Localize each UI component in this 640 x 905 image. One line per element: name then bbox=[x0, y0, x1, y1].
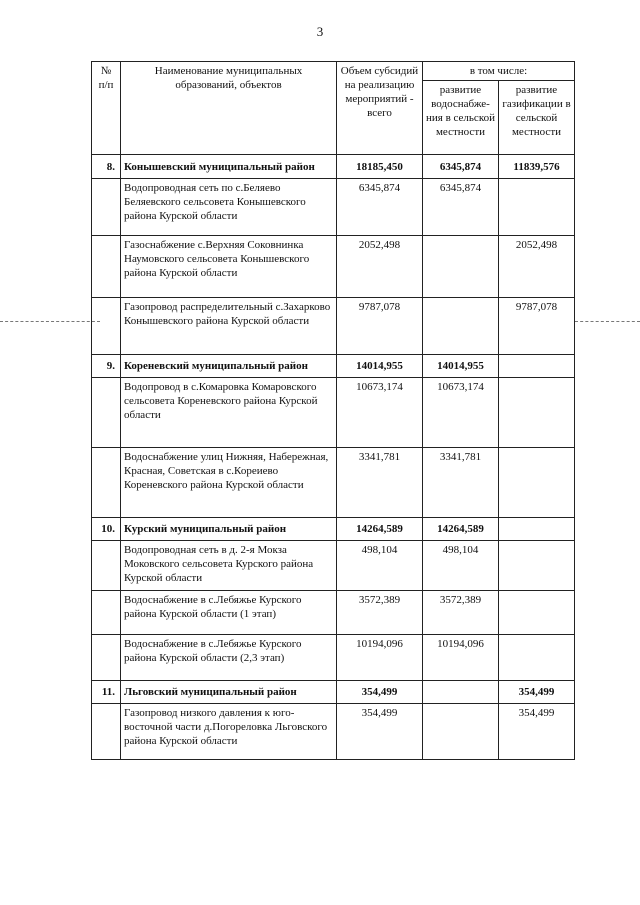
row-gas bbox=[499, 591, 575, 635]
cut-line-left bbox=[0, 321, 100, 322]
district-row bbox=[92, 355, 575, 378]
row-num bbox=[92, 541, 121, 591]
header-name: Наименование муниципальных образований, объектов bbox=[121, 62, 337, 155]
object-row bbox=[92, 704, 575, 760]
row-total: 14014,955 bbox=[337, 355, 423, 378]
header-including: в том числе: bbox=[423, 62, 575, 81]
row-num: 10. bbox=[92, 518, 121, 541]
row-num bbox=[92, 298, 121, 355]
row-name: Льговский муниципальный район bbox=[121, 681, 337, 704]
object-row bbox=[92, 378, 575, 448]
row-name: Водопроводная сеть по с.Беляево Беляевского сельсовета Конышевского района Курской области bbox=[121, 179, 337, 236]
page-number: 3 bbox=[316, 24, 324, 39]
row-gas: 354,499 bbox=[499, 704, 575, 760]
row-water: 10194,096 bbox=[423, 635, 499, 681]
header-water: развитие водоснабже-ния в сельской местности bbox=[423, 81, 499, 155]
row-total: 3572,389 bbox=[337, 591, 423, 635]
row-total: 14264,589 bbox=[337, 518, 423, 541]
row-gas: 11839,576 bbox=[499, 155, 575, 179]
row-name: Водопроводная сеть в д. 2-я Мокза Моковского сельсовета Курского района Курской области bbox=[121, 541, 337, 591]
object-row bbox=[92, 635, 575, 681]
row-water: 6345,874 bbox=[423, 155, 499, 179]
row-total: 2052,498 bbox=[337, 236, 423, 298]
row-name: Водоснабжение улиц Нижняя, Набережная, Красная, Советская в с.Кореиево Кореневского района Курской области bbox=[121, 448, 337, 518]
object-row bbox=[92, 179, 575, 236]
row-total: 354,499 bbox=[337, 681, 423, 704]
row-name: Водопровод в с.Комаровка Комаровского сельсовета Кореневского района Курской области bbox=[121, 378, 337, 448]
row-total: 10673,174 bbox=[337, 378, 423, 448]
row-total: 18185,450 bbox=[337, 155, 423, 179]
row-num: 9. bbox=[92, 355, 121, 378]
row-water bbox=[423, 236, 499, 298]
row-num: 11. bbox=[92, 681, 121, 704]
row-gas bbox=[499, 179, 575, 236]
header-volume: Объем субсидий на реализацию мероприятий - всего bbox=[337, 62, 423, 155]
object-row bbox=[92, 448, 575, 518]
row-water: 498,104 bbox=[423, 541, 499, 591]
row-gas: 9787,078 bbox=[499, 298, 575, 355]
cut-line-right bbox=[575, 321, 640, 322]
row-total: 9787,078 bbox=[337, 298, 423, 355]
row-name: Газоснабжение с.Верхняя Соковнинка Наумовского сельсовета Конышевского района Курской области bbox=[121, 236, 337, 298]
row-name: Конышевский муниципальный район bbox=[121, 155, 337, 179]
row-num bbox=[92, 378, 121, 448]
row-num bbox=[92, 704, 121, 760]
row-total: 10194,096 bbox=[337, 635, 423, 681]
row-water: 14264,589 bbox=[423, 518, 499, 541]
object-row bbox=[92, 236, 575, 298]
row-gas: 2052,498 bbox=[499, 236, 575, 298]
district-row bbox=[92, 155, 575, 179]
row-total: 6345,874 bbox=[337, 179, 423, 236]
row-name: Газопровод распределительный с.Захарково Конышевского района Курской области bbox=[121, 298, 337, 355]
row-name: Водоснабжение в с.Лебяжье Курского района Курской области (2,3 этап) bbox=[121, 635, 337, 681]
row-gas bbox=[499, 635, 575, 681]
row-gas bbox=[499, 378, 575, 448]
row-water: 3572,389 bbox=[423, 591, 499, 635]
district-row bbox=[92, 681, 575, 704]
row-num bbox=[92, 591, 121, 635]
subsidy-table bbox=[91, 61, 575, 760]
row-total: 498,104 bbox=[337, 541, 423, 591]
row-num bbox=[92, 179, 121, 236]
row-name: Кореневский муниципальный район bbox=[121, 355, 337, 378]
row-num bbox=[92, 635, 121, 681]
object-row bbox=[92, 298, 575, 355]
header-num: № п/п bbox=[92, 62, 121, 155]
row-name: Водоснабжение в с.Лебяжье Курского района Курской области (1 этап) bbox=[121, 591, 337, 635]
object-row bbox=[92, 541, 575, 591]
row-total: 354,499 bbox=[337, 704, 423, 760]
row-water: 14014,955 bbox=[423, 355, 499, 378]
row-gas bbox=[499, 518, 575, 541]
row-water bbox=[423, 298, 499, 355]
row-water: 10673,174 bbox=[423, 378, 499, 448]
district-row bbox=[92, 518, 575, 541]
row-gas bbox=[499, 355, 575, 378]
row-num bbox=[92, 236, 121, 298]
row-gas bbox=[499, 541, 575, 591]
row-num: 8. bbox=[92, 155, 121, 179]
row-water: 6345,874 bbox=[423, 179, 499, 236]
row-num bbox=[92, 448, 121, 518]
row-total: 3341,781 bbox=[337, 448, 423, 518]
row-water: 3341,781 bbox=[423, 448, 499, 518]
header-gas: развитие газификации в сельской местности bbox=[499, 81, 575, 155]
object-row bbox=[92, 591, 575, 635]
row-water bbox=[423, 704, 499, 760]
row-gas bbox=[499, 448, 575, 518]
row-name: Курский муниципальный район bbox=[121, 518, 337, 541]
row-gas: 354,499 bbox=[499, 681, 575, 704]
row-water bbox=[423, 681, 499, 704]
row-name: Газопровод низкого давления к юго-восточной части д.Погореловка Льговского района Курской области bbox=[121, 704, 337, 760]
